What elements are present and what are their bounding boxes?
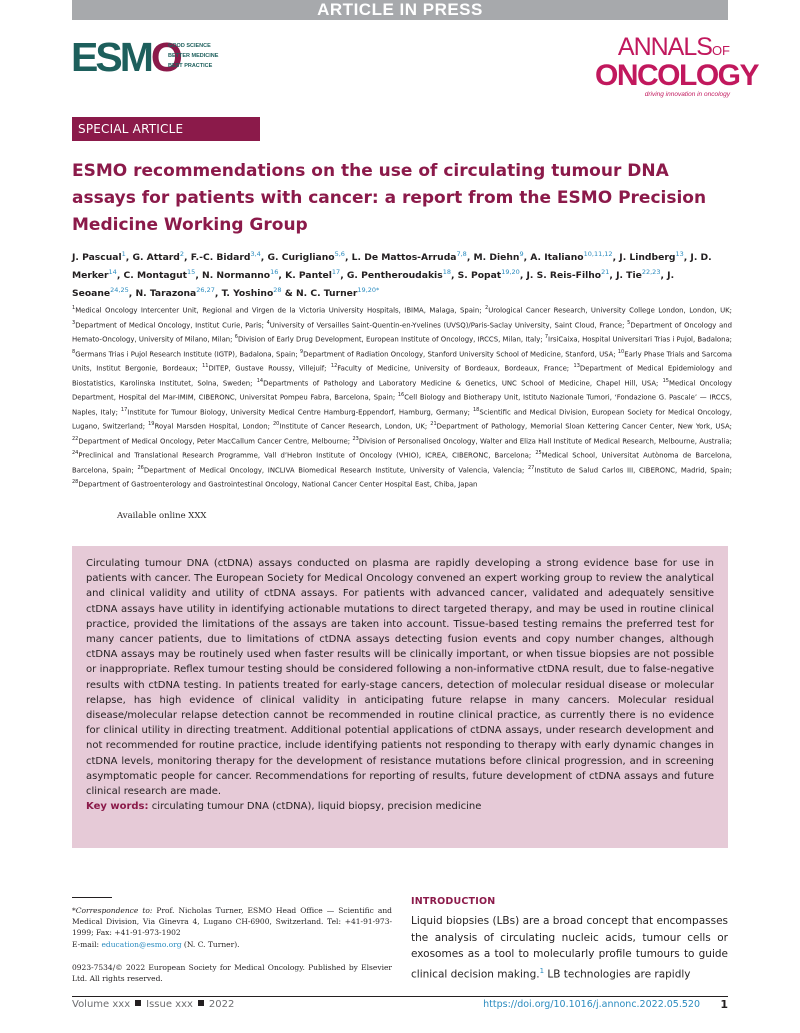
affiliation-text: Medical Oncology Department, Hospital del Mar-IMIM, CIBERONC, Universitat Pompeu Fabra, Barcelona, Spain; [72, 378, 733, 402]
keywords-label: Key words: [86, 801, 149, 813]
affiliation-text: Institute of Cancer Research, London, UK; [279, 422, 431, 431]
email-link[interactable]: education@esmo.org [101, 939, 182, 949]
email-suffix: (N. C. Turner). [181, 939, 240, 949]
author-name: J. Pascual [72, 252, 122, 264]
author-affiliation-ref[interactable]: 14 [108, 268, 117, 277]
esmo-logo[interactable] [71, 34, 221, 80]
affiliation-text: Department of Pathology, Memorial Sloan Kettering Cancer Center, New York, USA; [436, 422, 732, 431]
affiliation-text: Preclinical and Translational Research Programme, Vall d’Hebron Institute of Oncology (VHIO), ICREA, CIBERONC, Barcelona; [78, 451, 536, 460]
introduction-text-continued: LB technologies are rapidly [544, 968, 691, 980]
author-list [72, 247, 732, 301]
author-name: N. C. Turner [295, 288, 358, 300]
correspondence-note [72, 905, 392, 950]
author-name: N. Normanno [202, 270, 271, 282]
author-name: M. Diehn [473, 252, 520, 264]
annals-logo-oncology: ONCOLOGY [595, 59, 759, 92]
affiliation-number: 2 [485, 305, 489, 311]
affiliation-number: 9 [299, 348, 304, 355]
esmo-logo-o: O [150, 34, 180, 80]
author-affiliation-ref[interactable]: 13 [675, 250, 684, 258]
author-affiliation-ref[interactable]: 3,4 [250, 250, 261, 258]
affiliation-number: 28 [72, 479, 79, 485]
author-separator: , [340, 270, 347, 282]
author-affiliation-ref[interactable]: 10,11,12 [583, 250, 613, 258]
author-affiliation-ref[interactable]: 19,20* [357, 286, 380, 295]
affiliation-number: 23 [352, 435, 359, 442]
author-separator: , [195, 270, 203, 282]
affiliation-number: 22 [72, 435, 79, 442]
abstract-box [72, 546, 728, 848]
affiliation-text: Royal Marsden Hospital, London; [154, 422, 273, 431]
introduction-text [411, 913, 728, 983]
author-name: S. Popat [457, 270, 502, 282]
author-name: J. Seoane [72, 270, 675, 300]
author-name: F.-C. Bidard [190, 252, 251, 264]
correspondence-address: Prof. Nicholas Turner, ESMO Head Office — Scientific and Medical Division, Via Ginevra 4, Lugano CH-6900, Switzerland. Tel: +41-91-973-1999; Fax: +41-91-973-1902 [72, 906, 392, 938]
author-separator: , [612, 252, 620, 264]
affiliation-number: 16 [397, 392, 405, 398]
author-separator: & [281, 288, 296, 300]
affiliation-text: Scientific and Medical Division, European Society for Medical Oncology, Lugano, Switzerland; [72, 407, 732, 431]
affiliation-text: Department of Oncology and Hemato-Oncology, University of Milano, Milan; [72, 320, 732, 344]
affiliation-text: Urological Cancer Research, University College London, London, UK; [488, 306, 732, 315]
author-affiliation-ref[interactable]: 21 [601, 268, 610, 277]
esmo-tagline-1: GOOD SCIENCE [168, 43, 211, 49]
of-word: OF [711, 43, 730, 58]
keywords [86, 799, 714, 814]
affiliation-number: 5 [627, 319, 631, 326]
author-affiliation-ref[interactable]: 26,27 [196, 286, 215, 295]
footer-year: 2022 [208, 999, 235, 1010]
affiliation-number: 18 [472, 406, 480, 413]
author-separator: , [450, 270, 458, 282]
affiliation-number: 21 [430, 421, 437, 427]
author-separator: , [214, 288, 222, 300]
section-tag: SPECIAL ARTICLE [72, 117, 260, 141]
author-affiliation-ref[interactable]: 19,20 [501, 268, 520, 277]
introduction-text-part: Liquid biopsies (LBs) are a broad concept that encompasses the analysis of circulating nucleic acids, tumour cells or exosomes as a tool to molecularly profile tumours to guide clinical decision making. [411, 915, 728, 980]
affiliation-number: 10 [617, 348, 625, 355]
author-affiliation-ref[interactable]: 9 [519, 250, 524, 258]
author-name: G. Attard [132, 252, 180, 264]
affiliation-number: 13 [573, 363, 580, 369]
author-name: J. D. Merker [72, 252, 712, 282]
affiliation-number: 4 [266, 319, 270, 326]
author-affiliation-ref[interactable]: 24,25 [110, 286, 129, 295]
author-separator: , [519, 270, 527, 282]
author-name: T. Yoshino [221, 288, 274, 300]
esmo-tagline-2: BETTER MEDICINE [168, 53, 219, 59]
affiliation-text: Department of Radiation Oncology, Stanford University School of Medicine, Stanford, USA; [303, 349, 618, 358]
author-affiliation-ref[interactable]: 18 [442, 268, 451, 277]
copyright-note: 0923-7534/© 2022 European Society for Medical Oncology. Published by Elsevier Ltd. All rights reserved. [72, 963, 392, 984]
author-separator: , [609, 270, 617, 282]
author-affiliation-ref[interactable]: 7,8 [456, 250, 467, 258]
square-separator-icon [135, 1000, 141, 1006]
esmo-tagline [168, 41, 218, 71]
available-online: Available online XXX [117, 511, 207, 521]
esmo-logo-word [71, 34, 180, 80]
square-separator-icon [198, 1000, 204, 1006]
affiliation-text: Division of Personalised Oncology, Walter and Eliza Hall Institute of Medical Research, Melbourne, Australia; [358, 436, 733, 445]
author-separator: , [125, 252, 133, 264]
affiliation-text: Department of Medical Oncology, INCLIVA Biomedical Research Institute, University of Valencia, Valencia; [143, 465, 528, 474]
author-separator: , [116, 270, 124, 282]
page-number: 1 [720, 998, 728, 1011]
author-affiliation-ref[interactable]: 17 [331, 268, 341, 277]
author-affiliation-ref[interactable]: 1 [121, 250, 126, 258]
author-affiliation-ref[interactable]: 22,23 [641, 268, 661, 277]
affiliation-number: 24 [72, 450, 79, 456]
footer-volume-info [72, 999, 234, 1010]
affiliations [72, 302, 732, 491]
author-separator: , [344, 252, 352, 264]
author-name: L. De Mattos-Arruda [351, 252, 457, 264]
author-name: C. Montagut [123, 270, 188, 282]
affiliation-number: 25 [535, 450, 542, 456]
author-separator: , [683, 252, 691, 264]
author-name: G. Pentheroudakis [346, 270, 443, 282]
author-affiliation-ref[interactable]: 15 [187, 268, 196, 277]
affiliation-text: Department of Medical Oncology, Peter MacCallum Cancer Centre, Melbourne; [78, 436, 353, 445]
email-label: E-mail: [72, 939, 102, 949]
esmo-tagline-3: BEST PRACTICE [168, 63, 213, 69]
article-title: ESMO recommendations on the use of circulating tumour DNA assays for patients with cancer: a report from the ESMO Precision Medicine Working Group [72, 161, 707, 235]
affiliation-text: IrsiCaixa, Hospital Universitari Trias i Pujol, Badalona; [548, 335, 732, 344]
affiliation-text: Department of Medical Oncology, Institut Curie, Paris; [75, 320, 267, 329]
reference-link[interactable]: 1 [539, 966, 545, 975]
doi-link[interactable]: https://doi.org/10.1016/j.annonc.2022.05.520 [483, 999, 700, 1010]
author-name: A. Italiano [530, 252, 584, 264]
keywords-list: circulating tumour DNA (ctDNA), liquid biopsy, precision medicine [151, 801, 482, 813]
author-separator: , [523, 252, 531, 264]
affiliation-text: Institute for Tumour Biology, University Medical Centre Hamburg-Eppendorf, Hamburg, Germany; [127, 407, 473, 416]
affiliation-text: Department of Medical Epidemiology and Biostatistics, Karolinska Institutet, Solna, Sweden; [72, 364, 732, 387]
author-name: J. Lindberg [619, 252, 676, 264]
affiliation-text: Germans Trias i Pujol Research Institute (IGTP), Badalona, Spain; [75, 349, 300, 358]
affiliation-number: 19 [148, 421, 155, 427]
affiliation-number: 14 [256, 377, 264, 384]
affiliation-text: Faculty of Medicine, University of Bordeaux, Bordeaux, France; [337, 364, 574, 373]
affiliation-number: 20 [272, 421, 280, 427]
footnote-rule [72, 897, 112, 898]
correspondence-label: *Correspondence to: [72, 906, 153, 915]
affiliation-text: DITEP, Gustave Roussy, Villejuif; [208, 364, 331, 373]
footer-rule [72, 996, 728, 997]
author-separator: , [128, 288, 136, 300]
author-separator: , [184, 252, 191, 264]
affiliation-number: 26 [137, 464, 144, 471]
affiliation-text: Instituto de Salud Carlos III, CIBERONC, Madrid, Spain; [534, 465, 732, 474]
affiliation-number: 27 [527, 464, 535, 471]
author-name: K. Pantel [285, 270, 332, 282]
author-affiliation-ref[interactable]: 28 [273, 286, 282, 295]
affiliation-number: 15 [662, 377, 669, 384]
affiliation-text: University of Versailles Saint-Quentin-en-Yvelines (UVSQ)/Paris-Saclay University, Saint Cloud, France; [269, 320, 628, 329]
annals-logo-subtitle: driving innovation in oncology [644, 91, 730, 98]
author-separator: , [660, 270, 668, 282]
author-name: N. Tarazona [135, 288, 197, 300]
affiliation-number: 8 [72, 348, 76, 355]
author-name: J. Tie [616, 270, 642, 282]
annals-of-oncology-logo[interactable] [595, 33, 759, 98]
affiliation-text: Department of Gastroenterology and Gastrointestinal Oncology, National Cancer Center Hospital East, Chiba, Japan [78, 480, 478, 489]
author-separator: , [278, 270, 286, 282]
affiliation-number: 3 [72, 319, 76, 326]
author-name: J. S. Reis-Filho [526, 270, 602, 282]
affiliation-number: 1 [72, 305, 76, 311]
author-affiliation-ref[interactable]: 2 [179, 250, 185, 258]
affiliation-text: Departments of Pathology and Laboratory Medicine & Genetics, UNC School of Medicine, Chapel Hill, USA; [263, 378, 663, 387]
annals-word: ANNALS [617, 33, 712, 61]
introduction-heading: INTRODUCTION [411, 896, 496, 907]
affiliation-number: 17 [120, 406, 128, 413]
affiliation-number: 7 [544, 334, 549, 340]
affiliation-text: Medical School, Universitat Autònoma de Barcelona, Barcelona, Spain; [72, 451, 732, 474]
footer-volume: Volume xxx [72, 999, 131, 1010]
author-separator: , [260, 252, 268, 264]
affiliation-text: Division of Early Drug Development, European Institute of Oncology, IRCCS, Milan, Italy; [237, 335, 545, 344]
affiliation-number: 11 [202, 363, 209, 369]
affiliation-text: Medical Oncology Intercenter Unit, Regional and Virgen de la Victoria University Hospitals, IBIMA, Malaga, Spain; [75, 306, 485, 315]
affiliation-number: 12 [330, 363, 338, 369]
author-name: G. Curigliano [267, 252, 335, 264]
article-in-press-banner: ARTICLE IN PRESS [72, 0, 728, 20]
author-affiliation-ref[interactable]: 16 [270, 268, 279, 277]
affiliation-number: 6 [234, 334, 238, 340]
esmo-logo-letters: ESM [71, 34, 151, 80]
affiliation-text: Cell Biology and Biotherapy Unit, Istituto Nazionale Tumori, ‘Fondazione G. Pascale’ — IRCCS, Naples, Italy; [72, 393, 732, 416]
abstract-text: Circulating tumour DNA (ctDNA) assays conducted on plasma are rapidly developing a strong evidence base for use in patients with cancer. The European Society for Medical Oncology convened an expert working group to review the analytical and clinical validity and utility of ctDNA assays. For patients with advanced cancer, validated and adequately sensitive ctDNA assays have utility in identifying actionable mutations to direct targeted therapy, and may be used in routine clinical practice, provided the limitations of the assays are taken into account. Tissue-based testing remains the preferred test for many cancer patients, due to limitations of ctDNA assays detecting fusion events and copy number changes, although ctDNA assays may be routinely used when faster results will be clinically important, or when tissue biopsies are not possible or inappropriate. Reflex tumour testing should be considered following a non-informative ctDNA result, due to false-negative results with ctDNA testing. In patients treated for early-stage cancers, detection of molecular residual disease or molecular relapse, has high evidence of clinical validity in anticipating future relapse in many cancers. Molecular residual disease/molecular relapse detection cannot be recommended in routine clinical practice, as currently there is no evidence for clinical utility in directing treatment. Additional potential applications of ctDNA assays, under research development and not recommended for routine practice, include identifying patients not responding to therapy with early dynamic changes in ctDNA levels, monitoring therapy for the development of resistance mutations before clinical progression, and in screening asymptomatic people for cancer. Recommendations for reporting of results, future development of ctDNA assays and future clinical research are made. [86, 558, 714, 798]
author-affiliation-ref[interactable]: 5,6 [334, 250, 345, 258]
affiliation-text: Early Phase Trials and Sarcoma Units, Institut Bergonie, Bordeaux; [72, 349, 732, 373]
footer-issue: Issue xxx [146, 999, 193, 1010]
author-separator: , [466, 252, 474, 264]
